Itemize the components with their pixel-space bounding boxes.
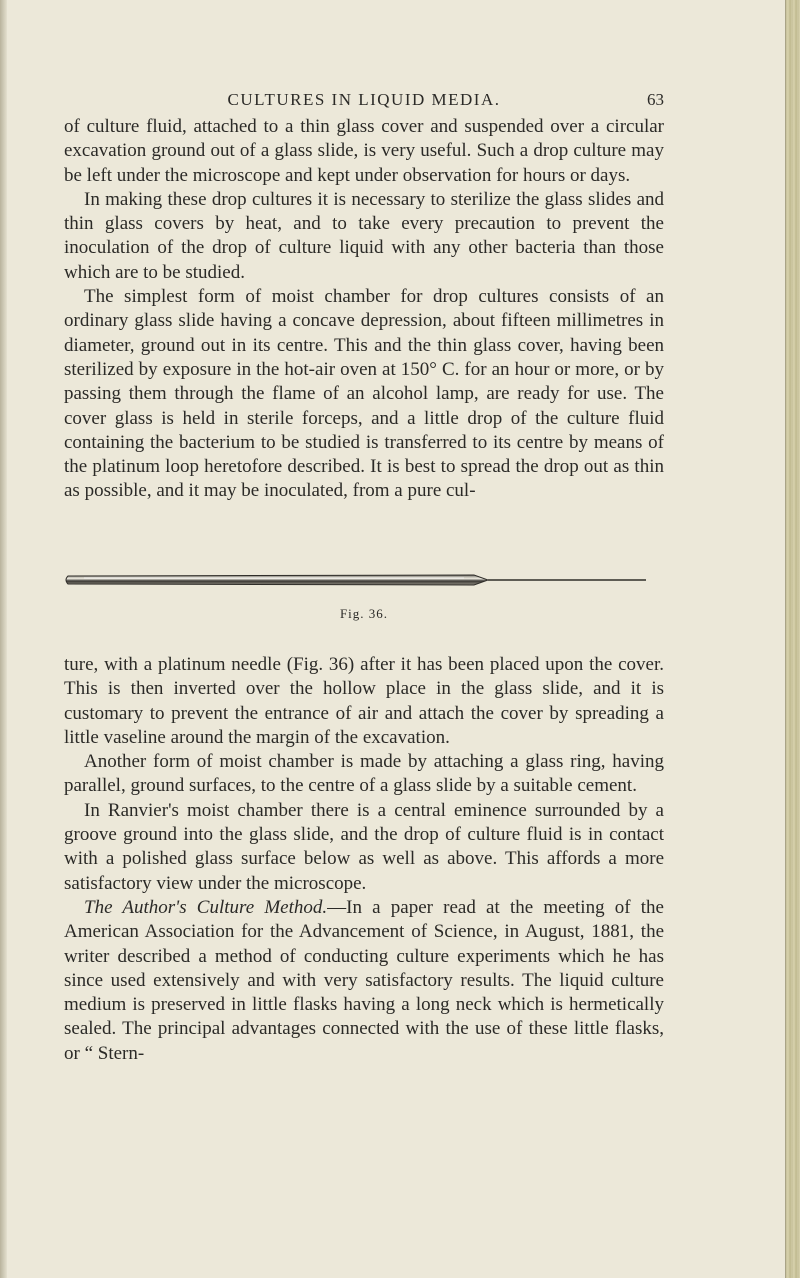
paragraph-glass-ring: Another form of moist chamber is made by attaching a glass ring, having parallel, ground surfaces, to the centre of a glass slide by a suitable cement. (64, 751, 664, 797)
platinum-needle-illustration (64, 570, 664, 600)
paragraph-ranvier: In Ranvier's moist chamber there is a central eminence surrounded by a groove ground into the glass slide, and the drop of culture fluid is in contact with a polished glass surface below as well as above. This affords a more satisfactory view under the microscope. (64, 799, 664, 894)
paragraph-sterilize: In making these drop cultures it is necessary to sterilize the glass slides and thin glass covers by heat, and to take every precaution to prevent the inoculation of the drop of culture liquid with any other bacteria than those which are to be studied. (64, 188, 664, 283)
paragraph-authors-method (64, 896, 664, 1066)
section-text: —In a paper read at the meeting of the American Association for the Advancement of Science, in August, 1881, the writer described a method of conducting culture experiments which he has since used extensively and with very satisfactory results. The liquid culture medium is preserved in little flasks having a long neck which is hermetically sealed. The principal advantages connected with the use of these little flasks, or “ Stern- (64, 896, 664, 1064)
running-title: CULTURES IN LIQUID MEDIA. (227, 90, 501, 109)
paragraph-inoculation-continued: ture, with a platinum needle (Fig. 36) after it has been placed upon the cover. This is then inverted over the hollow place in the glass slide, and it is customary to prevent the entrance of air and attach the cover by spreading a little vaseline around the margin of the excavation. (64, 654, 664, 748)
paragraph-continued: of culture fluid, attached to a thin glass cover and suspended over a circular excavation ground out of a glass slide, is very useful. Such a drop culture may be left under the microscope and kept under observation for hours or days. (64, 116, 664, 186)
page-number: 63 (647, 90, 664, 109)
figure-caption: Fig. 36. (339, 606, 389, 621)
section-italic-title: The Author's Culture Method. (84, 896, 328, 918)
figure-36 (64, 570, 664, 640)
body-text-bottom (64, 653, 664, 1066)
page-edge-left (0, 0, 7, 1278)
body-text-top (64, 115, 664, 504)
paragraph-simplest-form: The simplest form of moist chamber for drop cultures consists of an ordinary glass slide having a concave depression, about fifteen millimetres in diameter, ground out in its centre. This and the thin glass cover, having been sterilized by exposure in the hot-air oven at 150° C. for an hour or more, or by passing them through the flame of an alcohol lamp, are ready for use. The cover glass is held in sterile forceps, and a little drop of the culture fluid containing the bacterium to be studied is transferred to its centre by means of the platinum loop heretofore described. It is best to spread the drop out as thin as possible, and it may be inoculated, from a pure cul- (64, 286, 664, 502)
needle-handle (66, 575, 488, 585)
page-edge-right (785, 0, 800, 1278)
running-head (64, 90, 664, 114)
